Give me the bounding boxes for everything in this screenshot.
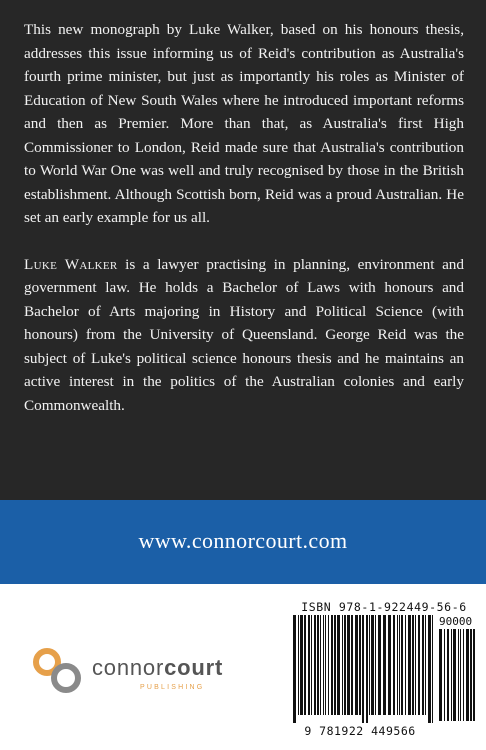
publisher-name-part1: connor (92, 655, 165, 680)
isbn-label: ISBN 978-1-922449-56-6 (301, 600, 467, 614)
ean-digits: 9 781922 449566 (304, 724, 416, 738)
website-url[interactable]: www.connorcourt.com (138, 528, 348, 553)
price-code: 90000 (439, 615, 473, 628)
author-bio-text: is a lawyer practising in planning, environment and government law. He holds a Bachelor of Laws with honours and Bachelor of Arts majoring in History and Political Science (with honours) from the University of Queensland. George Reid was the subject of Luke's political science honours thesis and he maintains an active interest in the politics of the Australian colonies and early Commonwealth. (24, 255, 464, 414)
publisher-logo (30, 640, 270, 700)
barcode (289, 597, 479, 740)
price-addon-bars (439, 629, 475, 721)
publisher-name (92, 655, 223, 681)
publisher-imprint: PUBLISHING (140, 684, 205, 691)
author-name: Luke Walker (24, 255, 118, 273)
blurb-paragraph-1: This new monograph by Luke Walker, based on his honours thesis, addresses this issue informing us of Reid's contribution as Australia's fourth prime minister, but just as importantly his roles as Minister of Education of New South Wales where he introduced important reforms and then as Premier. More than that, as Australia's first High Commissioner to London, Reid made sure that Australia's contribution to World War One was well and truly recognised by those in the British establishment. Although Scottish born, Reid was a proud Australian. He set an early example for us all. (24, 21, 464, 226)
publisher-name-part2: court (164, 655, 224, 680)
author-bio (24, 253, 464, 418)
barcode-bars (293, 615, 433, 723)
blurb-text (24, 18, 464, 417)
logo-rings-icon (30, 640, 92, 702)
